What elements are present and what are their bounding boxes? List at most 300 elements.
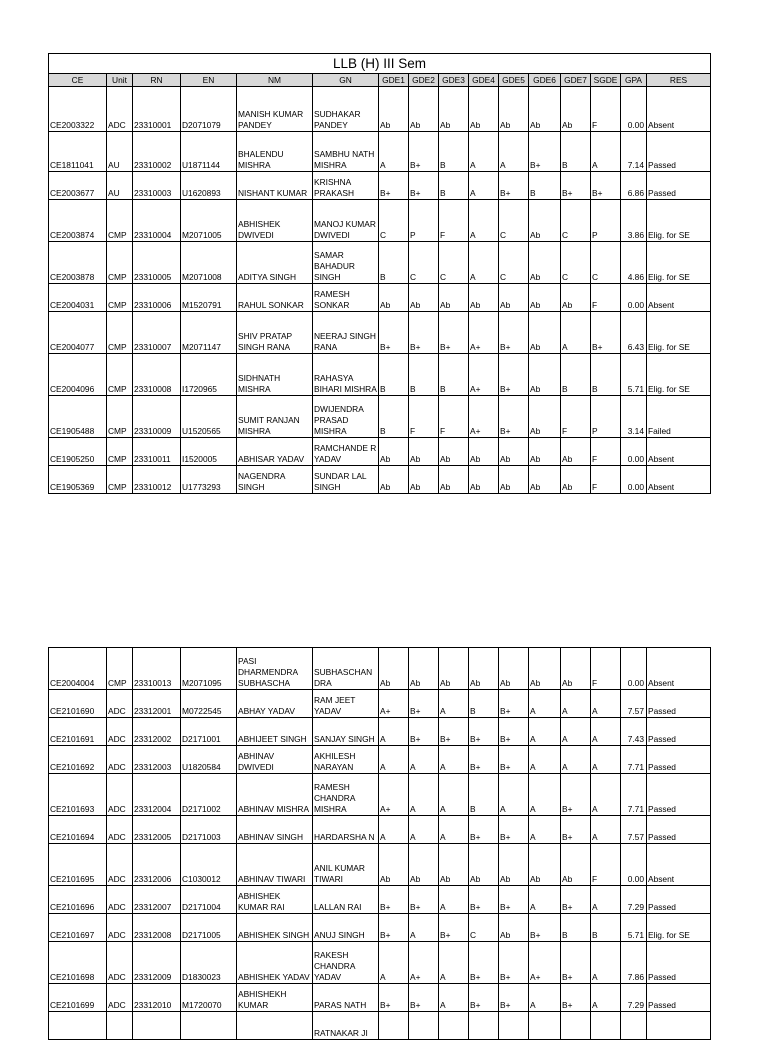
cell-gde7: Ab [561, 284, 591, 312]
cell-gde4: Ab [469, 438, 499, 466]
cell-rn: 23310012 [133, 466, 181, 494]
cell-gde1: A [379, 718, 409, 746]
cell-sgde: A [591, 690, 621, 718]
table-row [49, 984, 711, 1012]
cell-gde7: Ab [561, 466, 591, 494]
cell-gn: KRISHNA PRAKASH [313, 172, 379, 200]
cell-gn: AKHILESH NARAYAN [313, 746, 379, 774]
cell-en: D2171004 [181, 886, 237, 914]
cell-gde3: Ab [439, 87, 469, 132]
cell-gpa: 0.00 [621, 284, 647, 312]
cell-gde6: Ab [529, 648, 561, 690]
cell-gde2: Ab [409, 87, 439, 132]
cell-gde2: F [409, 396, 439, 438]
cell-gde4: Ab [469, 284, 499, 312]
cell-unit [107, 1012, 133, 1040]
cell-ce: CE2003878 [49, 242, 107, 284]
table-row [49, 87, 711, 132]
cell-gde2: B+ [409, 984, 439, 1012]
cell-nm: ADITYA SINGH [237, 242, 313, 284]
cell-gde1: B+ [379, 312, 409, 354]
cell-rn: 23310008 [133, 354, 181, 396]
cell-gde6: A [529, 984, 561, 1012]
column-header-gde1: GDE1 [379, 74, 409, 87]
cell-nm: ABHISAR YADAV [237, 438, 313, 466]
cell-rn: 23310013 [133, 648, 181, 690]
cell-en: U1773293 [181, 466, 237, 494]
cell-gpa: 6.86 [621, 172, 647, 200]
cell-gde4: B+ [469, 746, 499, 774]
cell-gde5: B+ [499, 312, 529, 354]
cell-nm: ABHISHEK DWIVEDI [237, 200, 313, 242]
cell-gde2: Ab [409, 844, 439, 886]
cell-gde7: F [561, 396, 591, 438]
cell-rn: 23312001 [133, 690, 181, 718]
cell-gde1: B [379, 242, 409, 284]
table-row [49, 172, 711, 200]
cell-gde6: Ab [529, 844, 561, 886]
cell-gde3: B+ [439, 718, 469, 746]
cell-gn: RAM JEET YADAV [313, 690, 379, 718]
cell-gde7: A [561, 690, 591, 718]
cell-gde1: C [379, 200, 409, 242]
cell-en: U1520565 [181, 396, 237, 438]
cell-sgde: F [591, 648, 621, 690]
cell-unit: CMP [107, 284, 133, 312]
cell-gde3: F [439, 396, 469, 438]
cell-gde4: B+ [469, 816, 499, 844]
cell-en: D2171005 [181, 914, 237, 942]
cell-gpa [621, 1012, 647, 1040]
cell-gde2 [409, 1012, 439, 1040]
cell-ce: CE1905250 [49, 438, 107, 466]
cell-gde2: B+ [409, 312, 439, 354]
cell-gde2: Ab [409, 438, 439, 466]
cell-gpa: 0.00 [621, 844, 647, 886]
cell-gde4: A [469, 200, 499, 242]
cell-sgde: F [591, 438, 621, 466]
cell-gde7: Ab [561, 648, 591, 690]
cell-sgde: A [591, 718, 621, 746]
cell-gde5: B+ [499, 984, 529, 1012]
cell-gde4: B+ [469, 984, 499, 1012]
cell-gde5: B+ [499, 718, 529, 746]
cell-sgde: A [591, 746, 621, 774]
cell-unit: CMP [107, 312, 133, 354]
cell-gde5: B+ [499, 690, 529, 718]
cell-en: I1720965 [181, 354, 237, 396]
cell-gde3: A [439, 690, 469, 718]
cell-rn: 23312009 [133, 942, 181, 984]
cell-gde1: A+ [379, 774, 409, 816]
cell-rn: 23310001 [133, 87, 181, 132]
cell-rn: 23312002 [133, 718, 181, 746]
cell-gde6: A [529, 816, 561, 844]
cell-nm: ABHAY YADAV [237, 690, 313, 718]
cell-gpa: 4.86 [621, 242, 647, 284]
cell-rn: 23312006 [133, 844, 181, 886]
cell-en: U1871144 [181, 132, 237, 172]
cell-sgde: B [591, 914, 621, 942]
cell-gde3: Ab [439, 438, 469, 466]
cell-nm: PASI DHARMENDRA SUBHASCHA [237, 648, 313, 690]
cell-gde1: B [379, 396, 409, 438]
cell-en: D2071079 [181, 87, 237, 132]
cell-gn: RAMCHANDE R YADAV [313, 438, 379, 466]
cell-gpa: 7.29 [621, 984, 647, 1012]
table-row [49, 914, 711, 942]
cell-gde5 [499, 1012, 529, 1040]
cell-sgde: B [591, 354, 621, 396]
cell-gpa: 5.71 [621, 914, 647, 942]
cell-gde2: B+ [409, 172, 439, 200]
cell-gde1: A+ [379, 690, 409, 718]
cell-gde1 [379, 1012, 409, 1040]
cell-sgde: F [591, 87, 621, 132]
cell-gde1: B+ [379, 886, 409, 914]
column-header-sgde: SGDE [591, 74, 621, 87]
cell-rn: 23312008 [133, 914, 181, 942]
cell-ce: CE2101698 [49, 942, 107, 984]
cell-en: M0722545 [181, 690, 237, 718]
cell-nm: ABHISHEK YADAV [237, 942, 313, 984]
table-row [49, 942, 711, 984]
table-row [49, 200, 711, 242]
cell-gde7: B+ [561, 984, 591, 1012]
cell-res: Passed [647, 172, 711, 200]
cell-unit: CMP [107, 396, 133, 438]
cell-gde3: B+ [439, 312, 469, 354]
cell-sgde: C [591, 242, 621, 284]
cell-gde4: A+ [469, 312, 499, 354]
cell-ce: CE2003677 [49, 172, 107, 200]
cell-gde6: A [529, 746, 561, 774]
column-header-res: RES [647, 74, 711, 87]
cell-en: M2071008 [181, 242, 237, 284]
cell-nm: ABHISHEK SINGH [237, 914, 313, 942]
cell-gde7 [561, 1012, 591, 1040]
cell-rn: 23310006 [133, 284, 181, 312]
cell-gde4: B+ [469, 942, 499, 984]
cell-nm: MANISH KUMAR PANDEY [237, 87, 313, 132]
table-row [49, 312, 711, 354]
cell-sgde: A [591, 942, 621, 984]
column-header-gn: GN [313, 74, 379, 87]
cell-unit: CMP [107, 466, 133, 494]
cell-unit: ADC [107, 984, 133, 1012]
header-row [49, 74, 711, 87]
cell-gpa: 7.43 [621, 718, 647, 746]
cell-rn [133, 1012, 181, 1040]
cell-gde7: A [561, 746, 591, 774]
cell-gde1: Ab [379, 648, 409, 690]
cell-nm: ABHINAV MISHRA [237, 774, 313, 816]
cell-gde2: C [409, 242, 439, 284]
table-row [49, 718, 711, 746]
cell-gde6: A [529, 774, 561, 816]
cell-gde2: B+ [409, 886, 439, 914]
cell-sgde: P [591, 200, 621, 242]
cell-gde7: B+ [561, 886, 591, 914]
cell-res: Passed [647, 132, 711, 172]
cell-res: Absent [647, 87, 711, 132]
cell-gde5: B+ [499, 354, 529, 396]
cell-gde4: B+ [469, 718, 499, 746]
cell-gde5: B+ [499, 746, 529, 774]
sheet-title: LLB (H) III Sem [49, 54, 711, 74]
cell-gpa: 7.71 [621, 774, 647, 816]
cell-gde4: A+ [469, 354, 499, 396]
cell-sgde: F [591, 284, 621, 312]
cell-gde7: A [561, 312, 591, 354]
cell-ce: CE2003322 [49, 87, 107, 132]
cell-res: Absent [647, 284, 711, 312]
cell-gn: ANUJ SINGH [313, 914, 379, 942]
cell-gde2: Ab [409, 284, 439, 312]
cell-res: Failed [647, 396, 711, 438]
cell-gde3: A [439, 816, 469, 844]
cell-gde3: B+ [439, 914, 469, 942]
cell-gde6: Ab [529, 466, 561, 494]
cell-sgde: P [591, 396, 621, 438]
cell-gde4: Ab [469, 648, 499, 690]
table-row [49, 774, 711, 816]
cell-rn: 23312005 [133, 816, 181, 844]
cell-unit: CMP [107, 242, 133, 284]
cell-gde1: A [379, 816, 409, 844]
cell-gn: RAHASYA BIHARI MISHRA [313, 354, 379, 396]
column-header-gde3: GDE3 [439, 74, 469, 87]
cell-gde4: B+ [469, 886, 499, 914]
cell-gde4: A [469, 242, 499, 284]
cell-en: M1520791 [181, 284, 237, 312]
cell-res: Passed [647, 816, 711, 844]
cell-rn: 23312003 [133, 746, 181, 774]
cell-sgde: A [591, 886, 621, 914]
cell-gde7: B [561, 914, 591, 942]
cell-unit: ADC [107, 718, 133, 746]
cell-ce: CE2101697 [49, 914, 107, 942]
cell-gde3: C [439, 242, 469, 284]
cell-gde1: B+ [379, 172, 409, 200]
table-row [49, 396, 711, 438]
cell-gde6: Ab [529, 354, 561, 396]
cell-nm: SHIV PRATAP SINGH RANA [237, 312, 313, 354]
cell-gde6: Ab [529, 200, 561, 242]
cell-gde7: Ab [561, 844, 591, 886]
cell-gde1: A [379, 746, 409, 774]
cell-unit: ADC [107, 942, 133, 984]
cell-sgde: A [591, 774, 621, 816]
cell-gde5: B+ [499, 942, 529, 984]
cell-rn: 23312004 [133, 774, 181, 816]
cell-gn: DWIJENDRA PRASAD MISHRA [313, 396, 379, 438]
cell-ce: CE2101690 [49, 690, 107, 718]
cell-res: Elig. for SE [647, 312, 711, 354]
cell-gde1: B+ [379, 984, 409, 1012]
cell-res: Elig. for SE [647, 914, 711, 942]
cell-sgde [591, 1012, 621, 1040]
cell-gde4 [469, 1012, 499, 1040]
cell-res: Passed [647, 774, 711, 816]
cell-gde5: B+ [499, 396, 529, 438]
cell-ce: CE2004004 [49, 648, 107, 690]
cell-res: Absent [647, 844, 711, 886]
cell-ce: CE2004096 [49, 354, 107, 396]
cell-gde7: B+ [561, 942, 591, 984]
cell-ce [49, 1012, 107, 1040]
table-row [49, 242, 711, 284]
cell-gn: SAMAR BAHADUR SINGH [313, 242, 379, 284]
column-header-rn: RN [133, 74, 181, 87]
results-table-2 [48, 647, 711, 1040]
cell-gde3: B [439, 354, 469, 396]
table-row [49, 690, 711, 718]
cell-gde3: B [439, 172, 469, 200]
cell-gde5: Ab [499, 466, 529, 494]
cell-gde2: B+ [409, 132, 439, 172]
table-row [49, 844, 711, 886]
cell-ce: CE2004077 [49, 312, 107, 354]
cell-gde7: B+ [561, 172, 591, 200]
cell-gde3: A [439, 886, 469, 914]
cell-gde3: A [439, 774, 469, 816]
cell-res: Passed [647, 984, 711, 1012]
cell-gde7: B+ [561, 774, 591, 816]
cell-gde7: Ab [561, 438, 591, 466]
cell-gde5: B+ [499, 816, 529, 844]
cell-gde6: Ab [529, 87, 561, 132]
cell-gn: SUNDAR LAL SINGH [313, 466, 379, 494]
cell-nm: BHALENDU MISHRA [237, 132, 313, 172]
cell-gde7: C [561, 200, 591, 242]
cell-gde5: A [499, 774, 529, 816]
cell-gde2: A [409, 746, 439, 774]
cell-unit: CMP [107, 648, 133, 690]
cell-ce: CE1905488 [49, 396, 107, 438]
cell-en: U1820584 [181, 746, 237, 774]
cell-gde3: Ab [439, 844, 469, 886]
cell-gn: LALLAN RAI [313, 886, 379, 914]
cell-nm: NISHANT KUMAR [237, 172, 313, 200]
cell-gde3: A [439, 942, 469, 984]
table-row [49, 1012, 711, 1040]
cell-res: Passed [647, 746, 711, 774]
cell-gde3: A [439, 746, 469, 774]
cell-gpa: 5.71 [621, 354, 647, 396]
cell-gn: SANJAY SINGH [313, 718, 379, 746]
column-header-ce: CE [49, 74, 107, 87]
cell-en: D2171002 [181, 774, 237, 816]
cell-gde1: A [379, 132, 409, 172]
cell-rn: 23312007 [133, 886, 181, 914]
cell-gde2: B [409, 354, 439, 396]
cell-nm: ABHINAV DWIVEDI [237, 746, 313, 774]
cell-gde2: B+ [409, 690, 439, 718]
cell-gde2: B+ [409, 718, 439, 746]
cell-nm: ABHISHEK KUMAR RAI [237, 886, 313, 914]
cell-res: Absent [647, 648, 711, 690]
cell-res: Passed [647, 886, 711, 914]
results-table-1 [48, 53, 711, 494]
cell-unit: AU [107, 132, 133, 172]
cell-en: M2071005 [181, 200, 237, 242]
cell-gpa: 7.71 [621, 746, 647, 774]
cell-en: U1620893 [181, 172, 237, 200]
cell-unit: ADC [107, 746, 133, 774]
cell-gde4: Ab [469, 87, 499, 132]
cell-rn: 23310003 [133, 172, 181, 200]
cell-ce: CE2101692 [49, 746, 107, 774]
cell-gde4: B [469, 774, 499, 816]
cell-res: Elig. for SE [647, 354, 711, 396]
cell-en: D2171001 [181, 718, 237, 746]
cell-res: Elig. for SE [647, 200, 711, 242]
cell-gde6: A [529, 690, 561, 718]
cell-ce: CE2101695 [49, 844, 107, 886]
cell-gde3: Ab [439, 648, 469, 690]
cell-en: I1520005 [181, 438, 237, 466]
cell-ce: CE2101699 [49, 984, 107, 1012]
cell-gde2: P [409, 200, 439, 242]
cell-gde7: Ab [561, 87, 591, 132]
cell-gde3: A [439, 984, 469, 1012]
cell-res: Absent [647, 466, 711, 494]
cell-en: C1030012 [181, 844, 237, 886]
cell-nm: NAGENDRA SINGH [237, 466, 313, 494]
cell-en: M2071095 [181, 648, 237, 690]
table-row [49, 132, 711, 172]
cell-gde5: Ab [499, 914, 529, 942]
column-header-gde5: GDE5 [499, 74, 529, 87]
column-header-unit: Unit [107, 74, 133, 87]
column-header-gde7: GDE7 [561, 74, 591, 87]
cell-gde6: B [529, 172, 561, 200]
cell-unit: ADC [107, 886, 133, 914]
cell-gde1: Ab [379, 284, 409, 312]
cell-gde4: B [469, 690, 499, 718]
cell-gn: NEERAJ SINGH RANA [313, 312, 379, 354]
cell-gde7: B [561, 354, 591, 396]
cell-gde1: Ab [379, 87, 409, 132]
cell-unit: ADC [107, 914, 133, 942]
cell-nm: ABHISHEKH KUMAR [237, 984, 313, 1012]
cell-nm: ABHINAV TIWARI [237, 844, 313, 886]
cell-gpa: 3.14 [621, 396, 647, 438]
cell-gde7: A [561, 718, 591, 746]
cell-en: D2171003 [181, 816, 237, 844]
cell-res: Passed [647, 718, 711, 746]
cell-nm: SUMIT RANJAN MISHRA [237, 396, 313, 438]
cell-gde4: C [469, 914, 499, 942]
cell-sgde: A [591, 816, 621, 844]
cell-gde2: Ab [409, 648, 439, 690]
cell-gpa: 0.00 [621, 466, 647, 494]
cell-gde5: B+ [499, 886, 529, 914]
cell-ce: CE2101694 [49, 816, 107, 844]
cell-nm: RAHUL SONKAR [237, 284, 313, 312]
cell-gde6: Ab [529, 242, 561, 284]
cell-gpa: 7.57 [621, 690, 647, 718]
cell-gde5: C [499, 200, 529, 242]
column-header-en: EN [181, 74, 237, 87]
table-row [49, 438, 711, 466]
cell-gpa: 3.86 [621, 200, 647, 242]
cell-rn: 23310007 [133, 312, 181, 354]
cell-gde5: Ab [499, 648, 529, 690]
cell-ce: CE1905369 [49, 466, 107, 494]
cell-gde2: A [409, 816, 439, 844]
